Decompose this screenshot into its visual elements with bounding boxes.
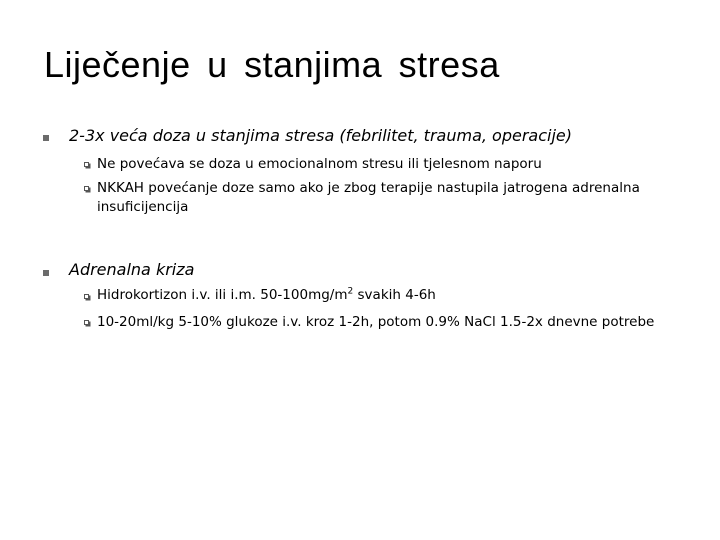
list-item-text: svakih 4-6h xyxy=(353,287,436,303)
list-item-text: Hidrokortizon i.v. ili i.m. 50-100mg/m xyxy=(97,287,348,303)
checkbox-bullet-icon xyxy=(84,162,89,167)
checkbox-bullet-icon xyxy=(84,320,89,325)
list-item: 10-20ml/kg 5-10% glukoze i.v. kroz 1-2h, potom 0.9% NaCl 1.5-2x dnevne potrebe xyxy=(97,314,655,330)
list-item: Ne povećava se doza u emocionalnom stresu ili tjelesnom naporu xyxy=(97,156,542,172)
list-item xyxy=(97,286,657,305)
list-item: NKKAH povećanje doze samo ako je zbog terapije nastupila jatrogena adrenalna insuficijencija xyxy=(97,180,640,215)
checkbox-bullet-icon xyxy=(84,294,89,299)
square-bullet-icon xyxy=(43,135,49,141)
slide-title: Liječenje u stanjima stresa xyxy=(44,44,500,85)
section-heading: 2-3x veća doza u stanjima stresa (febrilitet, trauma, operacije) xyxy=(69,126,572,145)
superscript: 2 xyxy=(347,286,354,297)
section-heading: Adrenalna kriza xyxy=(69,260,195,279)
square-bullet-icon xyxy=(43,270,49,276)
checkbox-bullet-icon xyxy=(84,186,89,191)
